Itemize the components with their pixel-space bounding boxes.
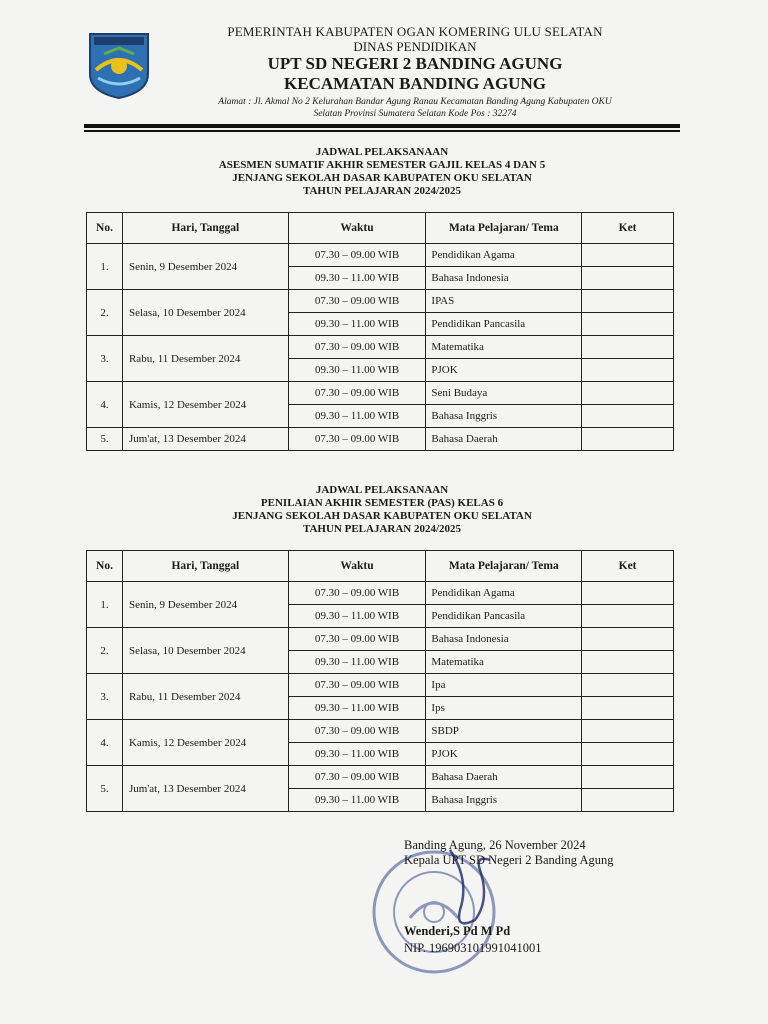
row-note	[582, 290, 674, 313]
letterhead-district: KECAMATAN BANDING AGUNG	[284, 74, 546, 93]
table-row	[87, 766, 674, 789]
row-time: 07.30 – 09.00 WIB	[288, 674, 426, 697]
letterhead-rule-thick	[84, 124, 680, 128]
section1-title-4: TAHUN PELAJARAN 2024/2025	[302, 185, 462, 197]
regency-logo-icon	[86, 30, 152, 100]
section2-title	[84, 484, 680, 536]
row-number: 2.	[87, 290, 123, 336]
row-note	[582, 651, 674, 674]
row-note	[582, 582, 674, 605]
table-row	[87, 336, 674, 359]
row-time: 07.30 – 09.00 WIB	[288, 720, 426, 743]
header-time: Waktu	[288, 551, 426, 582]
row-time: 09.30 – 11.00 WIB	[288, 743, 426, 766]
header-time: Waktu	[288, 213, 426, 244]
row-time: 07.30 – 09.00 WIB	[288, 382, 426, 405]
row-note	[582, 697, 674, 720]
row-subject: Pendidikan Agama	[426, 582, 582, 605]
row-number: 2.	[87, 628, 123, 674]
header-note: Ket	[582, 551, 674, 582]
row-subject: Bahasa Inggris	[426, 789, 582, 812]
row-date: Senin, 9 Desember 2024	[122, 244, 288, 290]
row-note	[582, 244, 674, 267]
table-row	[87, 720, 674, 743]
letterhead-government: PEMERINTAH KABUPATEN OGAN KOMERING ULU SELATAN	[227, 24, 603, 39]
signature-block	[404, 838, 614, 955]
row-date: Rabu, 11 Desember 2024	[122, 336, 288, 382]
row-note	[582, 605, 674, 628]
header-date: Hari, Tanggal	[122, 551, 288, 582]
row-date: Kamis, 12 Desember 2024	[122, 720, 288, 766]
row-time: 09.30 – 11.00 WIB	[288, 697, 426, 720]
row-subject: Ips	[426, 697, 582, 720]
row-note	[582, 628, 674, 651]
row-number: 1.	[87, 244, 123, 290]
letterhead-school: UPT SD NEGERI 2 BANDING AGUNG	[267, 54, 563, 73]
row-note	[582, 313, 674, 336]
section1-title-2: ASESMEN SUMATIF AKHIR SEMESTER GAJIL KELAS 4 DAN 5	[218, 159, 546, 171]
row-subject: PJOK	[426, 359, 582, 382]
letterhead-address-2: Selatan Provinsi Sumatera Selatan Kode Pos : 32274	[313, 109, 517, 119]
table-header-row	[87, 213, 674, 244]
row-time: 07.30 – 09.00 WIB	[288, 290, 426, 313]
table-row	[87, 628, 674, 651]
row-number: 1.	[87, 582, 123, 628]
row-time: 07.30 – 09.00 WIB	[288, 766, 426, 789]
row-subject: SBDP	[426, 720, 582, 743]
row-date: Kamis, 12 Desember 2024	[122, 382, 288, 428]
row-number: 4.	[87, 382, 123, 428]
section2-title-1: JADWAL PELAKSANAAN	[315, 484, 449, 496]
table-row	[87, 244, 674, 267]
schedule-table-1	[86, 212, 674, 451]
row-subject: Bahasa Inggris	[426, 405, 582, 428]
row-time: 07.30 – 09.00 WIB	[288, 336, 426, 359]
letterhead	[160, 24, 670, 120]
table-row	[87, 382, 674, 405]
row-number: 5.	[87, 428, 123, 451]
signature-name: Wenderi,S Pd M Pd	[404, 924, 511, 938]
section2-title-3: JENJANG SEKOLAH DASAR KABUPATEN OKU SELATAN	[232, 510, 532, 522]
schedule-table-2	[86, 550, 674, 812]
row-time: 09.30 – 11.00 WIB	[288, 789, 426, 812]
row-time: 09.30 – 11.00 WIB	[288, 359, 426, 382]
row-date: Rabu, 11 Desember 2024	[122, 674, 288, 720]
row-subject: Pendidikan Pancasila	[426, 313, 582, 336]
header-date: Hari, Tanggal	[122, 213, 288, 244]
table-row	[87, 428, 674, 451]
signature-position: Kepala UPT SD Negeri 2 Banding Agung	[404, 853, 614, 867]
row-note	[582, 674, 674, 697]
row-subject: Pendidikan Agama	[426, 244, 582, 267]
signature-place-date: Banding Agung, 26 November 2024	[404, 838, 586, 852]
row-time: 09.30 – 11.00 WIB	[288, 405, 426, 428]
row-note	[582, 789, 674, 812]
row-subject: Bahasa Indonesia	[426, 267, 582, 290]
row-date: Selasa, 10 Desember 2024	[122, 290, 288, 336]
row-number: 4.	[87, 720, 123, 766]
row-time: 07.30 – 09.00 WIB	[288, 244, 426, 267]
row-time: 09.30 – 11.00 WIB	[288, 267, 426, 290]
row-subject: Ipa	[426, 674, 582, 697]
letterhead-address-1: Alamat : Jl. Akmal No 2 Kelurahan Bandar Agung Ranau Kecamatan Banding Agung Kabupaten OKU	[218, 97, 612, 107]
table-header-row	[87, 551, 674, 582]
section2-title-2: PENILAIAN AKHIR SEMESTER (PAS) KELAS 6	[260, 497, 504, 509]
table-row	[87, 290, 674, 313]
section1-title-3: JENJANG SEKOLAH DASAR KABUPATEN OKU SELATAN	[232, 172, 532, 184]
row-number: 5.	[87, 766, 123, 812]
row-number: 3.	[87, 674, 123, 720]
row-number: 3.	[87, 336, 123, 382]
row-note	[582, 382, 674, 405]
table-row	[87, 582, 674, 605]
row-note	[582, 336, 674, 359]
section1-title	[84, 146, 680, 198]
row-time: 09.30 – 11.00 WIB	[288, 651, 426, 674]
header-note: Ket	[582, 213, 674, 244]
row-note	[582, 267, 674, 290]
row-note	[582, 359, 674, 382]
table-row	[87, 674, 674, 697]
header-subject: Mata Pelajaran/ Tema	[426, 213, 582, 244]
row-subject: Seni Budaya	[426, 382, 582, 405]
row-note	[582, 743, 674, 766]
row-subject: Matematika	[426, 651, 582, 674]
row-date: Jum'at, 13 Desember 2024	[122, 766, 288, 812]
row-subject: Bahasa Indonesia	[426, 628, 582, 651]
row-date: Senin, 9 Desember 2024	[122, 582, 288, 628]
row-date: Selasa, 10 Desember 2024	[122, 628, 288, 674]
header-subject: Mata Pelajaran/ Tema	[426, 551, 582, 582]
section2-title-4: TAHUN PELAJARAN 2024/2025	[302, 523, 462, 535]
row-note	[582, 405, 674, 428]
section1-title-1: JADWAL PELAKSANAAN	[315, 146, 449, 158]
row-note	[582, 720, 674, 743]
row-note	[582, 766, 674, 789]
row-date: Jum'at, 13 Desember 2024	[122, 428, 288, 451]
header-no: No.	[87, 213, 123, 244]
row-time: 09.30 – 11.00 WIB	[288, 313, 426, 336]
row-subject: Pendidikan Pancasila	[426, 605, 582, 628]
header-no: No.	[87, 551, 123, 582]
row-subject: Bahasa Daerah	[426, 766, 582, 789]
row-time: 07.30 – 09.00 WIB	[288, 628, 426, 651]
row-subject: PJOK	[426, 743, 582, 766]
letterhead-department: DINAS PENDIDIKAN	[353, 39, 477, 54]
row-time: 07.30 – 09.00 WIB	[288, 428, 426, 451]
row-note	[582, 428, 674, 451]
row-subject: IPAS	[426, 290, 582, 313]
row-time: 07.30 – 09.00 WIB	[288, 582, 426, 605]
row-subject: Matematika	[426, 336, 582, 359]
letterhead-rule-thin	[84, 130, 680, 132]
row-time: 09.30 – 11.00 WIB	[288, 605, 426, 628]
row-subject: Bahasa Daerah	[426, 428, 582, 451]
signature-nip: NIP. 196903101991041001	[404, 941, 542, 955]
